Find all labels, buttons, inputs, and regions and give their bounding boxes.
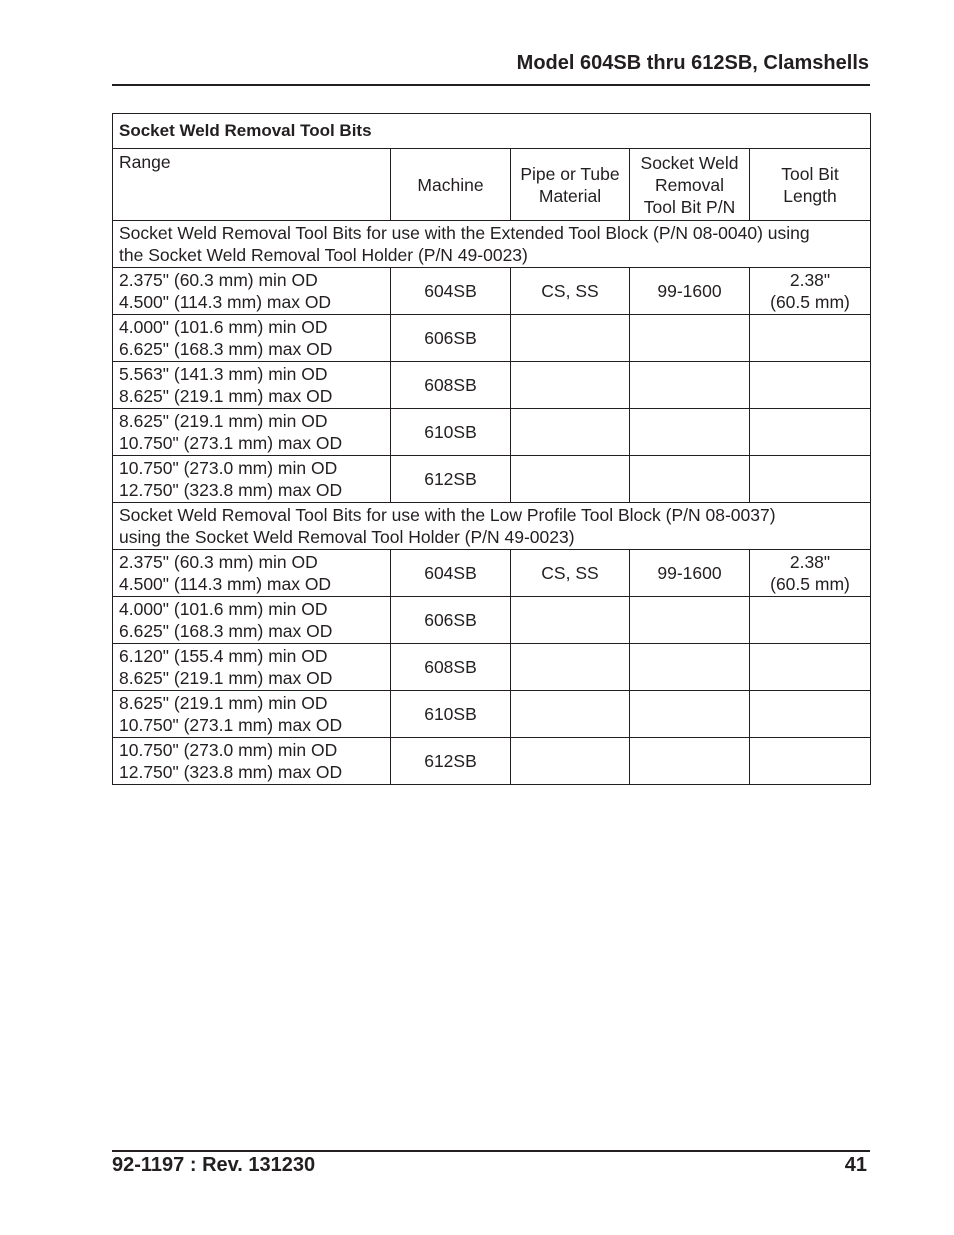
machine-cell: 606SB — [391, 597, 511, 644]
part-number-cell — [630, 409, 750, 456]
cell-text-line: 6.625" (168.3 mm) max OD — [119, 621, 333, 641]
table-row — [113, 738, 871, 785]
machine-cell: 604SB — [391, 550, 511, 597]
cell-text-line: 12.750" (323.8 mm) max OD — [119, 480, 343, 500]
material-cell — [511, 409, 630, 456]
cell-text-line: 4.000" (101.6 mm) min OD — [119, 317, 328, 337]
table-row — [113, 644, 871, 691]
material-cell — [511, 644, 630, 691]
cell-text-line: 2.38" — [789, 270, 831, 290]
table-title-row — [113, 114, 871, 149]
section-note-row — [113, 503, 871, 550]
column-header-material — [511, 149, 630, 221]
length-cell — [750, 315, 871, 362]
part-number-cell — [630, 362, 750, 409]
cell-text-line: Socket Weld Removal Tool Bits for use with the Low Profile Tool Block (P/N 08-0037) — [119, 505, 776, 525]
part-number-cell — [630, 315, 750, 362]
machine-cell: 610SB — [391, 409, 511, 456]
part-number-cell — [630, 644, 750, 691]
header-text-line: Socket Weld — [640, 152, 739, 173]
column-header-range: Range — [113, 149, 391, 221]
column-header-length — [750, 149, 871, 221]
range-cell — [113, 597, 391, 644]
section-note-row — [113, 221, 871, 268]
material-cell — [511, 456, 630, 503]
material-cell — [511, 738, 630, 785]
table-row — [113, 409, 871, 456]
length-cell — [750, 644, 871, 691]
table-header-row — [113, 149, 871, 221]
header-text-line: Removal — [654, 174, 725, 195]
material-cell — [511, 315, 630, 362]
cell-text-line: 2.375" (60.3 mm) min OD — [119, 552, 318, 572]
cell-text-line: 8.625" (219.1 mm) max OD — [119, 668, 333, 688]
header-text-line: Tool Bit — [781, 163, 839, 184]
part-number-cell — [630, 456, 750, 503]
header-divider — [112, 84, 870, 86]
cell-text-line: 8.625" (219.1 mm) min OD — [119, 693, 328, 713]
range-cell — [113, 644, 391, 691]
part-number-cell: 99-1600 — [630, 550, 750, 597]
cell-text-line: the Socket Weld Removal Tool Holder (P/N 49-0023) — [119, 245, 528, 265]
machine-cell: 604SB — [391, 268, 511, 315]
section-note — [113, 503, 871, 550]
page-header-title: Model 604SB thru 612SB, Clamshells — [516, 52, 869, 74]
cell-text-line: 12.750" (323.8 mm) max OD — [119, 762, 343, 782]
length-cell — [750, 362, 871, 409]
cell-text-line: 5.563" (141.3 mm) min OD — [119, 364, 328, 384]
length-cell — [750, 268, 871, 315]
part-number-cell: 99-1600 — [630, 268, 750, 315]
range-cell — [113, 268, 391, 315]
part-number-cell — [630, 597, 750, 644]
column-header-machine: Machine — [391, 149, 511, 221]
machine-cell: 610SB — [391, 691, 511, 738]
table-row — [113, 691, 871, 738]
machine-cell: 612SB — [391, 456, 511, 503]
machine-cell: 608SB — [391, 362, 511, 409]
page-number: 41 — [844, 1154, 867, 1176]
range-cell — [113, 362, 391, 409]
table-body — [113, 221, 871, 785]
part-number-cell — [630, 738, 750, 785]
length-cell — [750, 456, 871, 503]
length-cell — [750, 738, 871, 785]
document-revision: 92-1197 : Rev. 131230 — [112, 1154, 316, 1176]
range-cell — [113, 550, 391, 597]
table-row — [113, 456, 871, 503]
material-cell: CS, SS — [511, 268, 630, 315]
range-cell — [113, 315, 391, 362]
cell-text-line: 4.000" (101.6 mm) min OD — [119, 599, 328, 619]
part-number-cell — [630, 691, 750, 738]
cell-text-line: 10.750" (273.0 mm) min OD — [119, 458, 338, 478]
cell-text-line: 4.500" (114.3 mm) max OD — [119, 292, 332, 312]
header-text-line: Tool Bit P/N — [643, 196, 736, 217]
length-cell — [750, 597, 871, 644]
cell-text-line: 10.750" (273.1 mm) max OD — [119, 433, 343, 453]
table-row — [113, 268, 871, 315]
length-cell — [750, 691, 871, 738]
cell-text-line: 10.750" (273.0 mm) min OD — [119, 740, 338, 760]
cell-text-line: 6.120" (155.4 mm) min OD — [119, 646, 328, 666]
cell-text-line: 10.750" (273.1 mm) max OD — [119, 715, 343, 735]
header-text-line: Material — [538, 185, 602, 206]
range-cell — [113, 738, 391, 785]
cell-text-line: 2.38" — [789, 552, 831, 572]
table-row — [113, 362, 871, 409]
material-cell — [511, 691, 630, 738]
cell-text-line: 4.500" (114.3 mm) max OD — [119, 574, 332, 594]
cell-text-line: 8.625" (219.1 mm) min OD — [119, 411, 328, 431]
header-text-line: Length — [783, 185, 837, 206]
table-title: Socket Weld Removal Tool Bits — [113, 114, 871, 149]
range-cell — [113, 691, 391, 738]
footer-divider — [112, 1150, 870, 1152]
cell-text-line: 2.375" (60.3 mm) min OD — [119, 270, 318, 290]
machine-cell: 612SB — [391, 738, 511, 785]
tool-bits-table — [112, 113, 871, 785]
cell-text-line: (60.5 mm) — [770, 292, 850, 312]
material-cell — [511, 362, 630, 409]
cell-text-line: using the Socket Weld Removal Tool Holder (P/N 49-0023) — [119, 527, 575, 547]
cell-text-line: (60.5 mm) — [770, 574, 850, 594]
machine-cell: 606SB — [391, 315, 511, 362]
column-header-part-number — [630, 149, 750, 221]
table-row — [113, 550, 871, 597]
material-cell: CS, SS — [511, 550, 630, 597]
table-row — [113, 597, 871, 644]
range-cell — [113, 409, 391, 456]
material-cell — [511, 597, 630, 644]
length-cell — [750, 409, 871, 456]
cell-text-line: Socket Weld Removal Tool Bits for use with the Extended Tool Block (P/N 08-0040) using — [119, 223, 810, 243]
header-text-line: Pipe or Tube — [520, 163, 620, 184]
cell-text-line: 6.625" (168.3 mm) max OD — [119, 339, 333, 359]
length-cell — [750, 550, 871, 597]
range-cell — [113, 456, 391, 503]
table-row — [113, 315, 871, 362]
machine-cell: 608SB — [391, 644, 511, 691]
section-note — [113, 221, 871, 268]
cell-text-line: 8.625" (219.1 mm) max OD — [119, 386, 333, 406]
